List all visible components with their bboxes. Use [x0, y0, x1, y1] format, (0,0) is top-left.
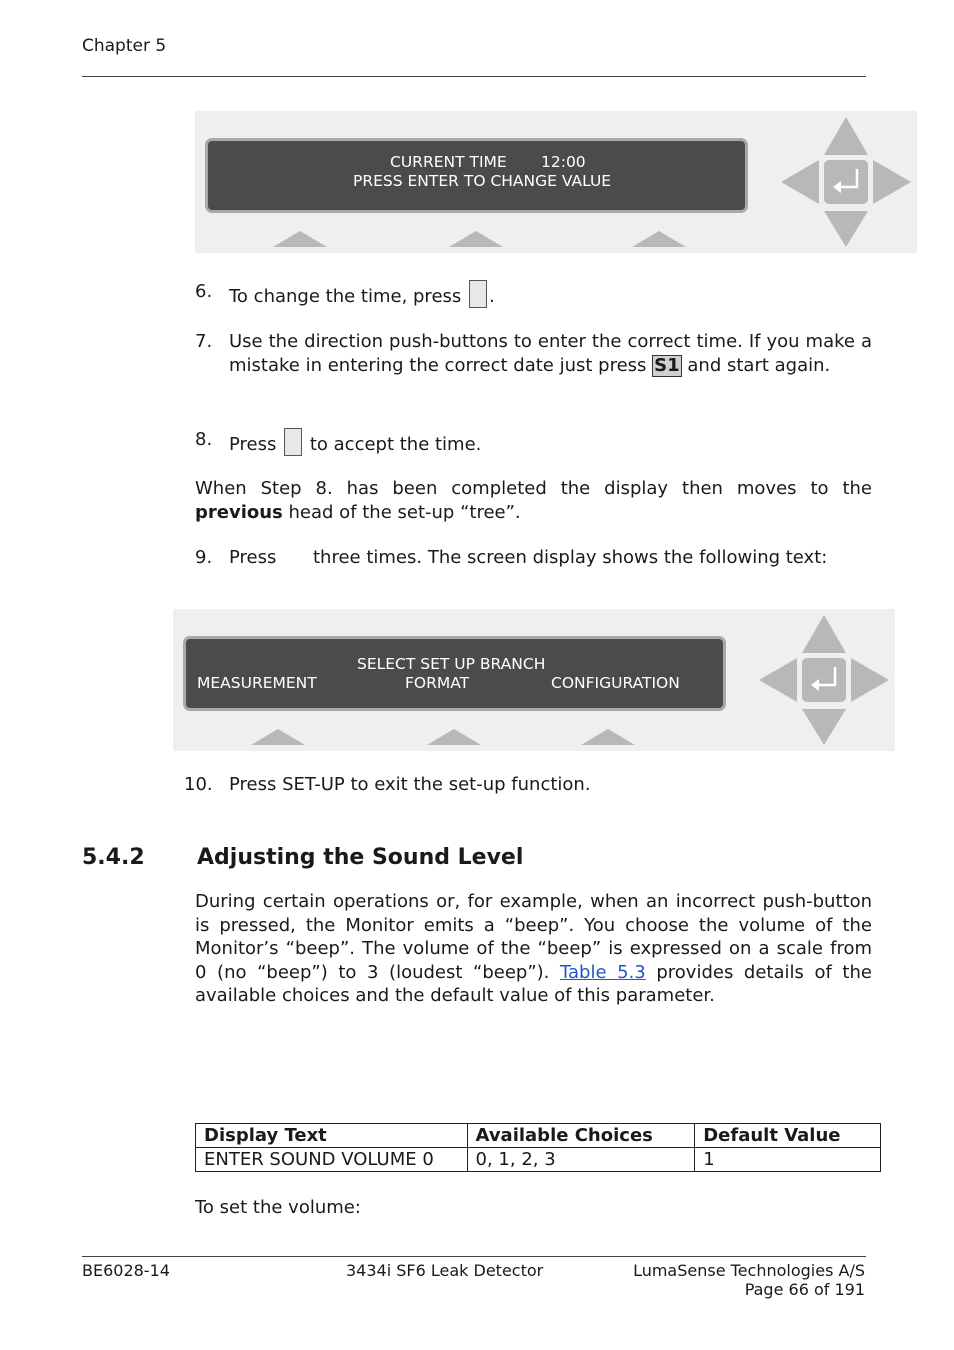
lcd-option-format: FORMAT — [405, 674, 470, 692]
table-header-row — [196, 1124, 881, 1148]
emphasis-previous: previous — [195, 501, 283, 523]
softkey-triangle-icon[interactable] — [447, 229, 505, 249]
step-10-number: 10. — [184, 774, 213, 795]
column-header-default-value: Default Value — [695, 1124, 881, 1148]
step-9-number: 9. — [195, 547, 213, 568]
column-header-available-choices: Available Choices — [467, 1124, 695, 1148]
step-text: To change the time, press — [229, 286, 462, 307]
step-text-end: and start again. — [687, 355, 831, 376]
arrow-right-icon — [873, 160, 911, 204]
footer-rule — [82, 1256, 866, 1257]
step-8-text — [229, 428, 481, 457]
paragraph-text-end: head of the set-up “tree”. — [288, 501, 521, 523]
table-5-3-link[interactable]: Table 5.3 — [560, 961, 646, 983]
step-9-before: Press — [229, 547, 277, 568]
cell-available-choices: 0, 1, 2, 3 — [467, 1148, 695, 1172]
lcd-time-value: 12:00 — [541, 153, 586, 171]
softkey-triangle-icon[interactable] — [579, 727, 637, 747]
section-body-text: During certain operations or, for example, when an incorrect push-button is pressed, the Monitor emits a “beep”. You choose the volume of the Monitor’s “beep”. The volume of the “beep” is expressed on a scale from 0 (no “beep”) to 3 (loudest “beep”). — [195, 891, 872, 983]
step-number: 6. — [195, 281, 213, 302]
step-6 — [195, 280, 212, 304]
column-header-display-text: Display Text — [196, 1124, 468, 1148]
arrow-down-icon — [824, 211, 868, 247]
arrow-left-icon — [759, 658, 797, 702]
step-text-end: . — [489, 286, 495, 307]
header-rule — [82, 76, 866, 77]
step-text: Press — [229, 434, 277, 455]
softkey-triangle-icon[interactable] — [249, 727, 307, 747]
step-10-text: Press SET-UP to exit the set-up function. — [229, 774, 591, 795]
s1-key: S1 — [654, 355, 680, 376]
lcd-panel-figure-1 — [195, 111, 917, 253]
softkey-triangle-icon[interactable] — [271, 229, 329, 249]
section-body-text-end: provides details of the available choices and the default value of this parameter. — [195, 961, 872, 1006]
arrow-up-icon — [824, 117, 868, 155]
navigation-pad — [757, 613, 891, 747]
softkey-triangle-icon[interactable] — [630, 229, 688, 249]
navigation-pad — [779, 115, 913, 249]
section-number: 5.4.2 — [82, 845, 145, 870]
softkey-triangle-icon[interactable] — [425, 727, 483, 747]
section-title: Adjusting the Sound Level — [197, 845, 524, 870]
paragraph-text: When Step 8. has been completed the display then moves to the — [195, 478, 872, 499]
section-body — [195, 890, 872, 1008]
lcd-option-configuration: CONFIGURATION — [551, 674, 680, 692]
sound-level-table — [195, 1123, 881, 1172]
closing-text: To set the volume: — [195, 1197, 361, 1218]
table-row — [196, 1148, 881, 1172]
arrow-right-icon — [851, 658, 889, 702]
footer-company: LumaSense Technologies A/S — [633, 1261, 865, 1280]
step-8-number: 8. — [195, 429, 213, 450]
enter-icon — [824, 160, 868, 204]
step-text: Use the direction push-buttons to enter the correct time. If you make a mistake in entering the correct date just press — [229, 331, 872, 376]
lcd-panel-figure-2 — [173, 609, 895, 751]
arrow-up-icon — [802, 615, 846, 653]
lcd-select-branch: SELECT SET UP BRANCH — [357, 655, 546, 673]
footer-product: 3434i SF6 Leak Detector — [346, 1261, 544, 1280]
step-8-result-paragraph — [195, 477, 872, 524]
lcd-option-measurement: MEASUREMENT — [197, 674, 317, 692]
chapter-header: Chapter 5 — [82, 36, 167, 56]
enter-icon — [802, 658, 846, 702]
footer-page-number: Page 66 of 191 — [744, 1280, 865, 1299]
footer-doc-id: BE6028-14 — [82, 1261, 170, 1280]
cell-display-text: ENTER SOUND VOLUME 0 — [196, 1148, 468, 1172]
step-7-number: 7. — [195, 331, 213, 352]
lcd-screen — [205, 138, 748, 213]
step-9-after: three times. The screen display shows the following text: — [313, 547, 828, 568]
step-6-text — [229, 280, 495, 309]
arrow-down-icon — [802, 709, 846, 745]
lcd-instruction: PRESS ENTER TO CHANGE VALUE — [353, 172, 612, 190]
enter-key-icon — [284, 428, 302, 456]
enter-key-icon — [469, 280, 487, 308]
arrow-left-icon — [781, 160, 819, 204]
lcd-current-time-label: CURRENT TIME — [390, 153, 507, 171]
step-7-text — [229, 330, 872, 378]
cell-default-value: 1 — [695, 1148, 881, 1172]
lcd-screen — [183, 636, 726, 711]
step-text-end: to accept the time. — [309, 434, 482, 455]
